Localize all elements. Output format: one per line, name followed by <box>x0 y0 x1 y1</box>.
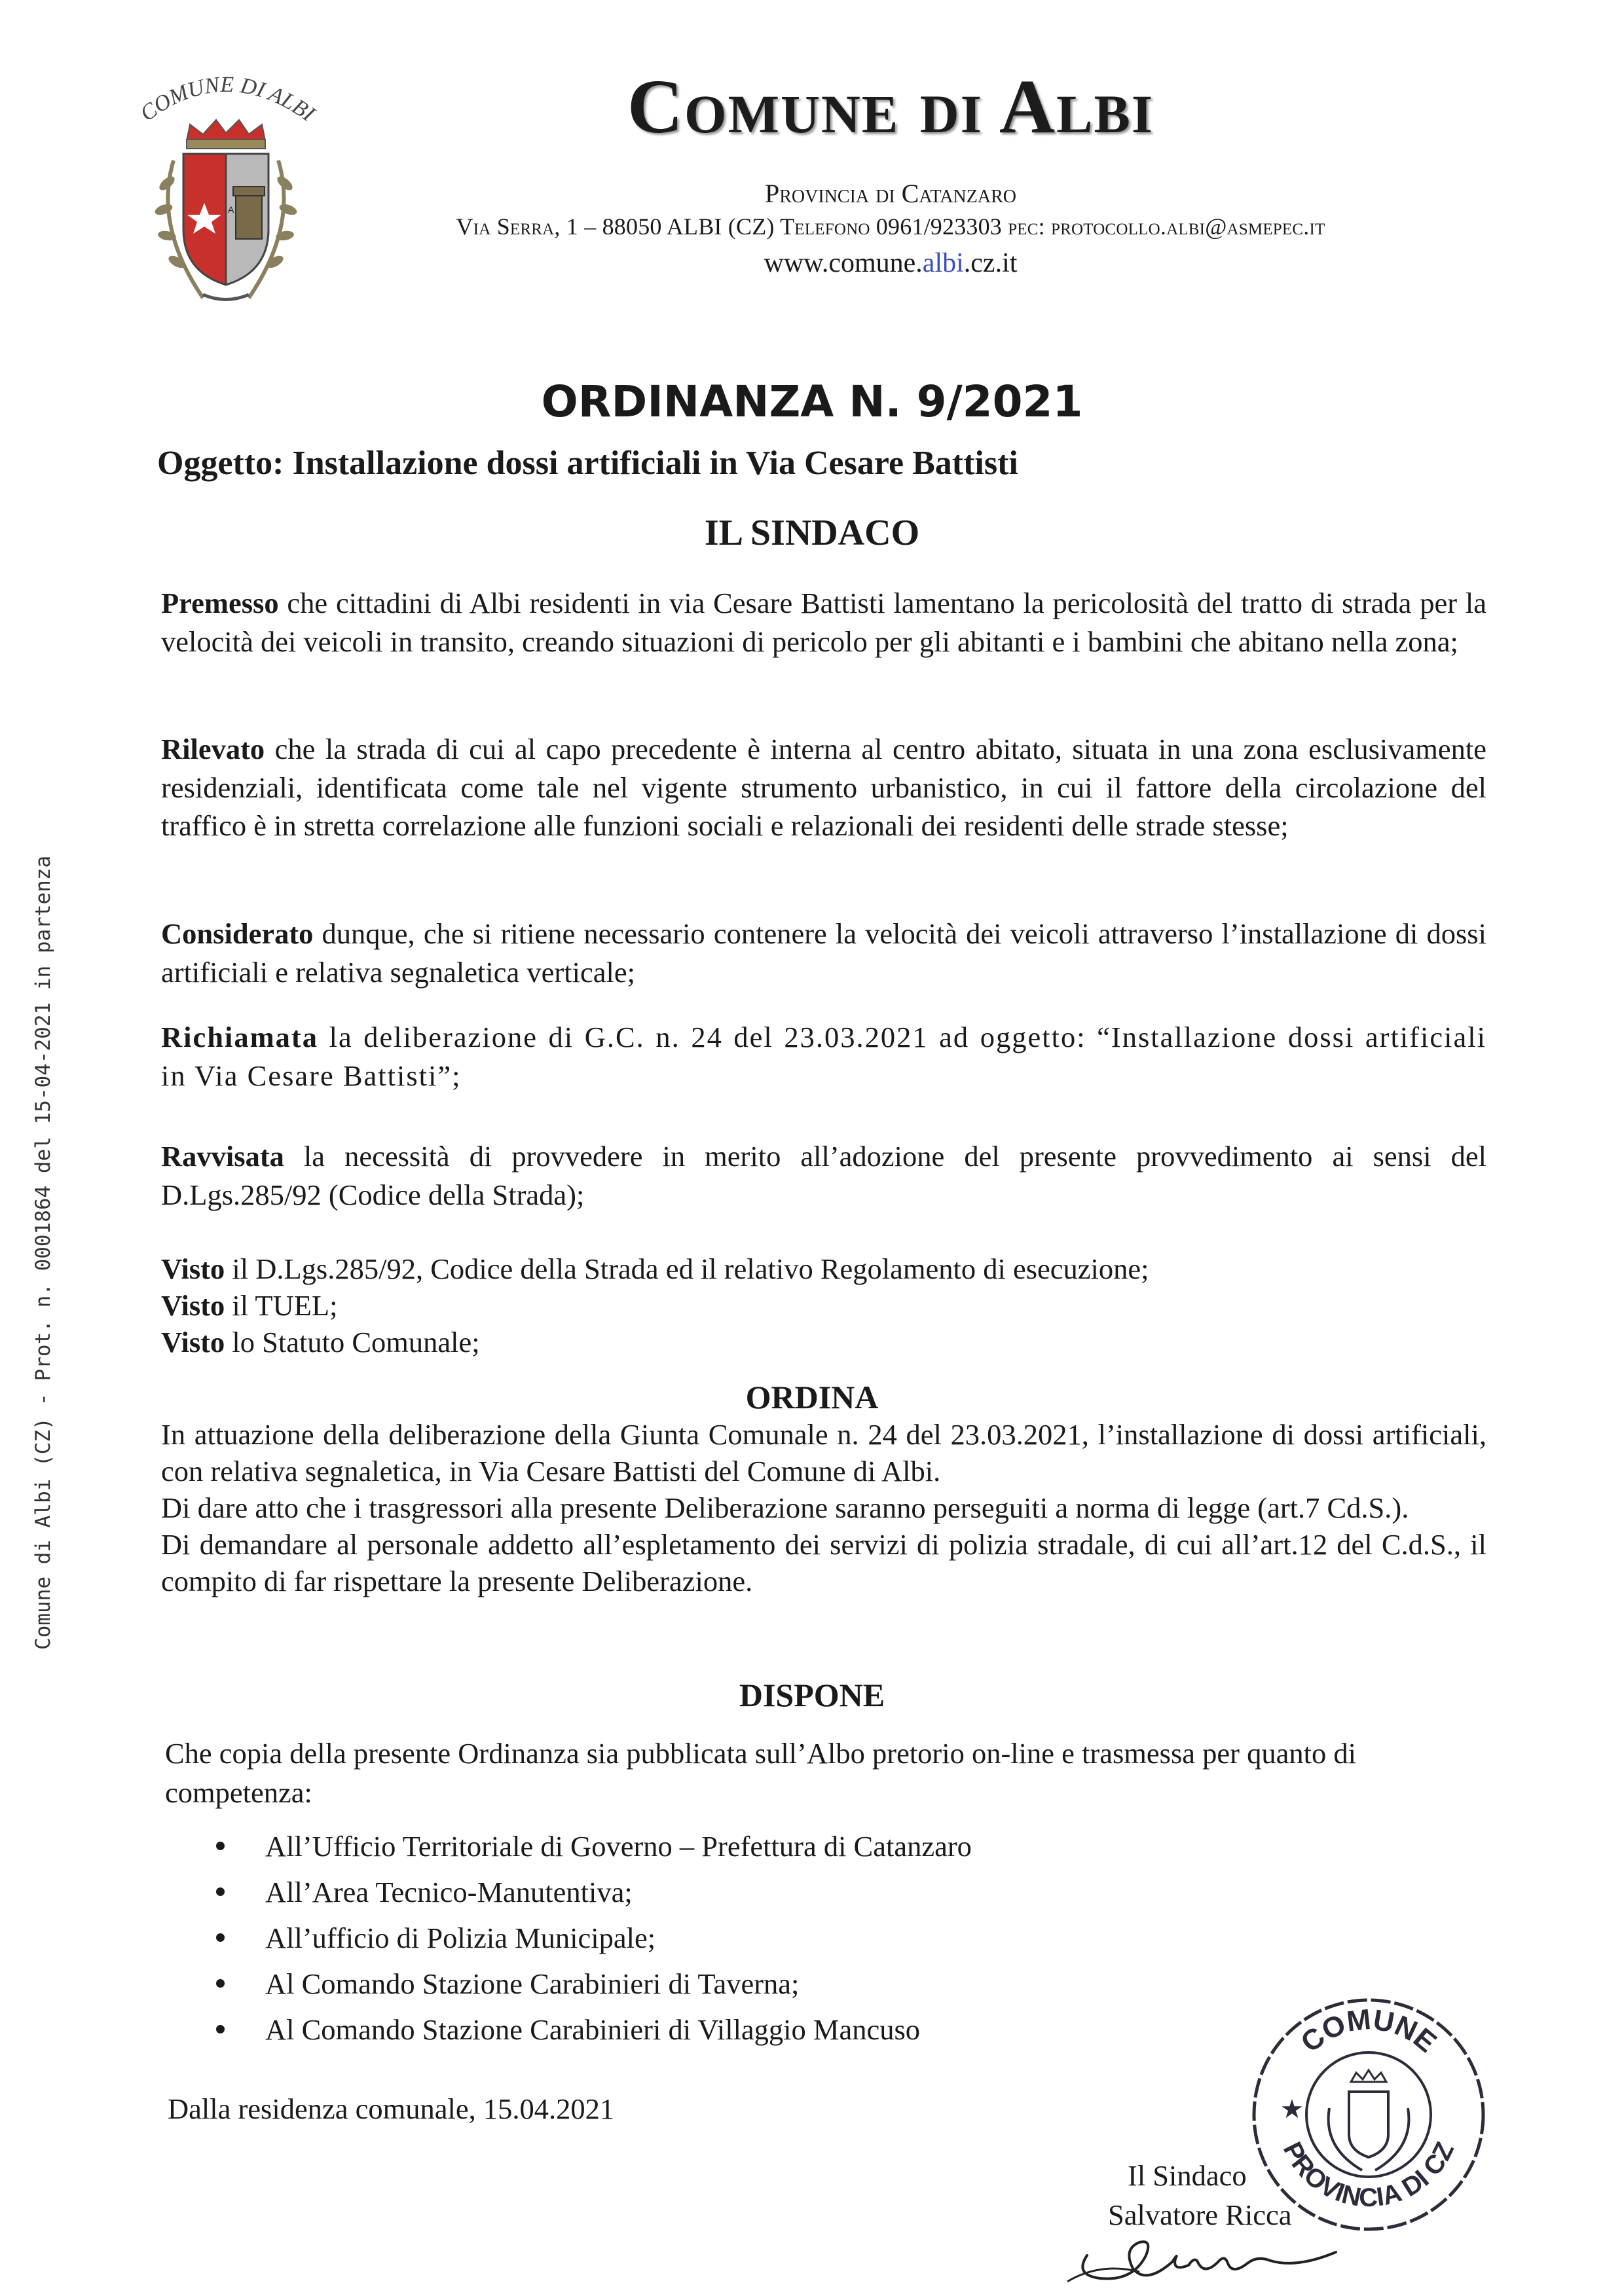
paragraph-text: che cittadini di Albi residenti in via Cesare Battisti lamentano la pericolosità del tratto di strada per la velocità dei veicoli in transito, creando situazioni di pericolo per gli abitanti e i bambini che abitano nella zona; <box>161 587 1486 658</box>
municipality-title: Comune di Albi <box>627 64 1154 149</box>
recipient-list <box>210 1823 1388 2052</box>
province-line: Provincia di Catanzaro <box>765 179 1016 208</box>
paragraph-considerato <box>161 915 1486 991</box>
paragraph-text: la deliberazione di G.C. n. 24 del 23.03.2021 ad oggetto: “Installazione dossi artificiali in Via Cesare Battisti”; <box>161 1021 1486 1092</box>
bullet-icon <box>216 1933 225 1942</box>
visto-text: il D.Lgs.285/92, Codice della Strada ed il relativo Regolamento di esecuzione; <box>225 1252 1149 1285</box>
website-prefix: www.comune. <box>764 248 923 278</box>
svg-text:COMUNE: COMUNE <box>1295 2003 1443 2059</box>
visto-line <box>161 1287 1486 1324</box>
paragraph-lead: Ravvisata <box>161 1140 284 1173</box>
list-item <box>210 2007 1388 2052</box>
svg-text:★: ★ <box>1280 2094 1304 2124</box>
recipient-text: Al Comando Stazione Carabinieri di Taverna; <box>265 1967 800 2000</box>
visto-text: il TUEL; <box>225 1289 338 1322</box>
handwritten-signature <box>1061 2216 1356 2288</box>
paragraph-ravvisata <box>161 1137 1486 1214</box>
paragraph-text: la necessità di provvedere in merito all’adozione del presente provvedimento ai sensi del D.Lgs.285/92 (Codice della Strada); <box>161 1140 1486 1211</box>
bullet-icon <box>216 2025 225 2033</box>
crest-logo <box>118 62 334 311</box>
ordina-line: In attuazione della deliberazione della Giunta Comunale n. 24 del 23.03.2021, l’installazione di dossi artificiali, con relativa segnaletica, in Via Cesare Battisti del Comune di Albi. <box>161 1418 1486 1487</box>
paragraph-lead: Considerato <box>161 917 314 950</box>
visto-text: lo Statuto Comunale; <box>225 1326 480 1358</box>
bullet-icon <box>216 1887 225 1896</box>
recipient-text: All’Area Tecnico-Manutentiva; <box>265 1876 633 1908</box>
visto-lead: Visto <box>161 1326 225 1358</box>
dispone-text: Che copia della presente Ordinanza sia pubblicata sull’Albo pretorio on-line e trasmessa per quanto di competenza: <box>165 1737 1356 1809</box>
visto-block <box>161 1250 1486 1360</box>
list-item <box>210 1961 1388 2007</box>
list-item <box>210 1823 1388 1869</box>
visto-lead: Visto <box>161 1252 225 1285</box>
website-highlight: albi <box>922 248 964 278</box>
ordina-line: Di dare atto che i trasgressori alla presente Deliberazione saranno perseguiti a norma di legge (art.7 Cd.S.). <box>161 1491 1409 1524</box>
dispone-heading: DISPONE <box>739 1677 885 1713</box>
subject-line: Oggetto: Installazione dossi artificiali in Via Cesare Battisti <box>157 445 1018 482</box>
signer-role: Il Sindaco <box>1128 2159 1247 2192</box>
visto-line <box>161 1324 1486 1360</box>
paragraph-premesso <box>161 584 1486 661</box>
ordina-line: Di demandare al personale addetto all’espletamento dei servizi di polizia stradale, di cui all’art.12 del C.d.S., il compito di far rispettare la presente Deliberazione. <box>161 1528 1486 1597</box>
svg-text:COMUNE DI ALBI: COMUNE DI ALBI <box>136 72 320 126</box>
recipient-text: Al Comando Stazione Carabinieri di Villaggio Mancuso <box>265 2013 921 2046</box>
ordinance-title: ORDINANZA N. 9/2021 <box>541 376 1083 427</box>
svg-text:A: A <box>228 204 234 215</box>
ordina-text <box>161 1416 1486 1599</box>
website-line[interactable] <box>367 247 1414 279</box>
paragraph-lead: Premesso <box>161 587 279 619</box>
svg-text:PROVINCIA DI CZ: PROVINCIA DI CZ <box>1277 2138 1460 2213</box>
address-line: Via Serra, 1 – 88050 ALBI (CZ) Telefono 0961/923303 pec: protocollo.albi@asmepec.it <box>456 213 1325 240</box>
bullet-icon <box>216 1979 225 1988</box>
signer-name: Salvatore Ricca <box>1108 2198 1292 2231</box>
issuer-heading: IL SINDACO <box>704 513 920 553</box>
list-item <box>210 1915 1388 1961</box>
ordina-heading: ORDINA <box>745 1379 879 1415</box>
visto-lead: Visto <box>161 1289 225 1322</box>
paragraph-rilevato <box>161 730 1486 845</box>
bullet-icon <box>216 1842 225 1850</box>
paragraph-lead: Richiamata <box>161 1021 319 1053</box>
paragraph-text: che la strada di cui al capo precedente è interna al centro abitato, situata in una zona esclusivamente residenziali, identificata come tale nel vigente strumento urbanistico, in cui il fattore della circolazione del traffico è in stretta correlazione alle funzioni sociali e relazionali dei residenti delle strade stesse; <box>161 733 1486 842</box>
recipient-text: All’ufficio di Polizia Municipale; <box>265 1922 656 1954</box>
paragraph-text: dunque, che si ritiene necessario contenere la velocità dei veicoli attraverso l’installazione di dossi artificiali e relativa segnaletica verticale; <box>161 917 1486 989</box>
place-date: Dalla residenza comunale, 15.04.2021 <box>168 2092 615 2125</box>
paragraph-richiamata <box>161 1018 1486 1095</box>
list-item <box>210 1869 1388 1915</box>
website-suffix: .cz.it <box>963 248 1018 278</box>
paragraph-lead: Rilevato <box>161 733 265 765</box>
visto-line <box>161 1250 1486 1287</box>
protocol-side-stamp: Comune di Albi (CZ) - Prot. n. 0001864 del 15-04-2021 in partenza <box>31 855 55 1650</box>
recipient-text: All’Ufficio Territoriale di Governo – Prefettura di Catanzaro <box>265 1830 972 1863</box>
